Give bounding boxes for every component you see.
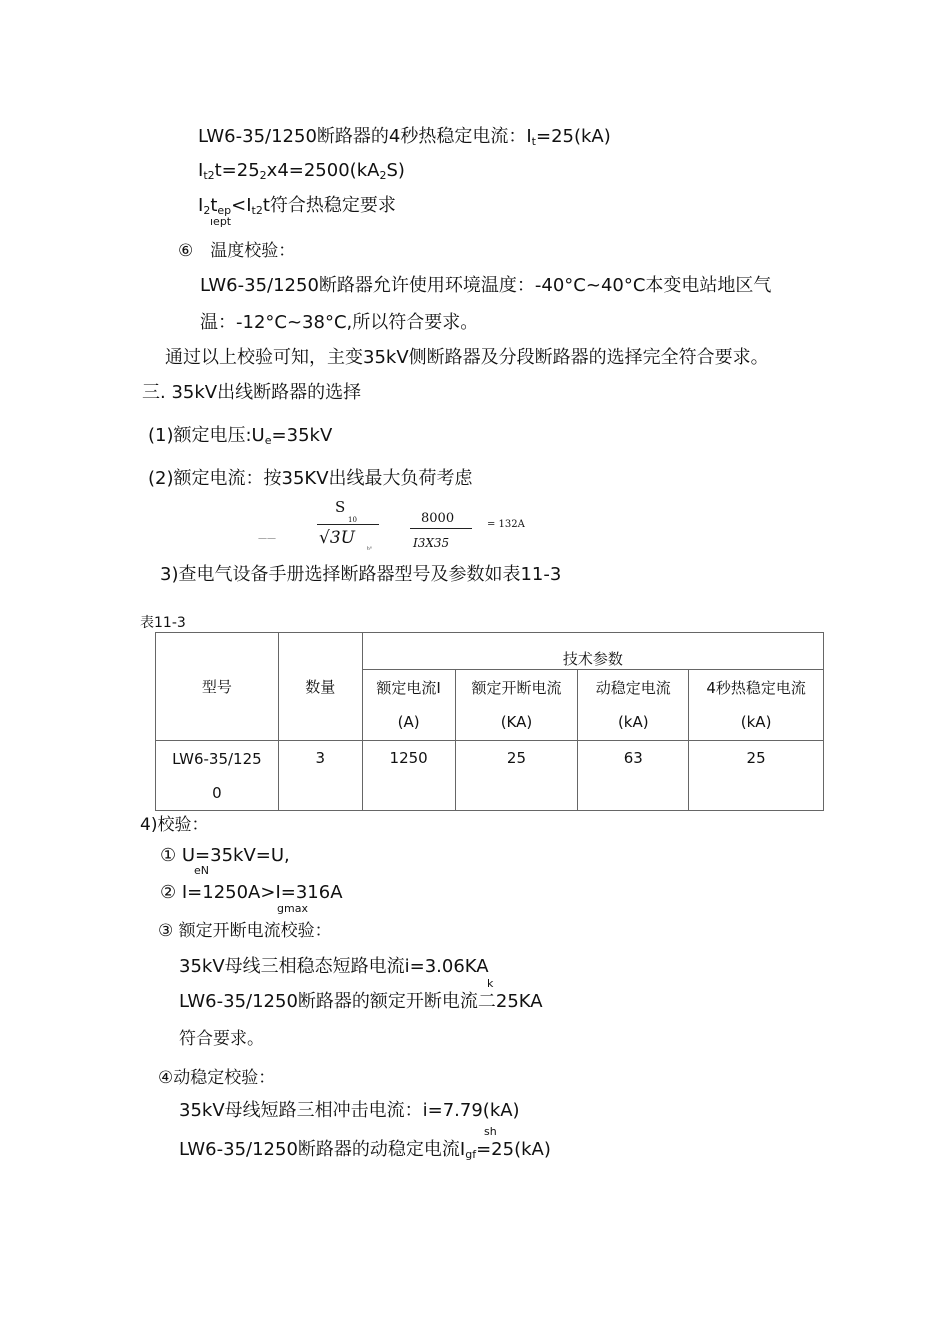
check-current-subscript: gmax <box>277 902 308 915</box>
check-breaking-heading: ③ 额定开断电流校验： <box>158 921 332 941</box>
rated-current-formula <box>255 498 545 552</box>
text: S) <box>386 160 405 181</box>
check-breaking-line2: LW6-35/1250断路器的额定开断电流二25KA <box>179 991 543 1012</box>
table-caption: 表11-3 <box>140 615 186 631</box>
check-breaking-line1: 35kV母线三相稳态短路电流i=3.06KA <box>179 956 489 977</box>
subscript: t2 <box>203 169 215 182</box>
check-breaking-ok: 符合要求。 <box>179 1029 264 1049</box>
unit: (kA) <box>617 713 649 731</box>
text: 0 <box>212 783 222 802</box>
subscript: 2 <box>203 204 211 217</box>
header-rated-current <box>362 670 455 741</box>
check-current: ② I=1250A>I=316A <box>160 882 343 903</box>
cell-quantity: 3 <box>278 741 362 811</box>
subscript: t2 <box>251 204 263 217</box>
check-dynamic-subscript: sh <box>484 1125 497 1138</box>
header-model: 型号 <box>156 633 279 741</box>
cell-dynamic-current: 63 <box>578 741 689 811</box>
text: x4=2500(kA <box>266 160 380 181</box>
check-dynamic-line1: 35kV母线短路三相冲击电流：i=7.79(kA) <box>179 1100 520 1121</box>
text: =25(kA) <box>536 126 611 147</box>
formula-numerator-8000: 8000 <box>421 511 455 526</box>
text: I <box>198 195 204 216</box>
check-breaking-subscript: k <box>487 977 494 990</box>
section-heading: 三. 35kV出线断路器的选择 <box>142 382 362 403</box>
subscript: ep <box>217 204 232 217</box>
formula-small-index: 10 <box>348 516 357 524</box>
conclusion-paragraph: 通过以上校验可知，主变35kV侧断路器及分段断路器的选择完全符合要求。 <box>165 347 769 368</box>
text: <I <box>231 195 252 216</box>
formula-denominator-13x35: I3X35 <box>413 536 450 550</box>
label: 额定电流I <box>376 679 441 697</box>
temperature-line-cont: 温：-12°C~38°C,所以符合要求。 <box>200 312 479 333</box>
subscript: 2 <box>259 169 267 182</box>
check-dynamic-heading: ④动稳定校验： <box>158 1068 276 1088</box>
rated-current-line: (2)额定电流：按35KV出线最大负荷考虑 <box>148 468 473 489</box>
temperature-line: LW6-35/1250断路器允许使用环境温度：-40°C~40°C本变电站地区气 <box>200 275 772 296</box>
subscript: gf <box>465 1148 477 1161</box>
fraction-bar-2 <box>410 528 472 529</box>
temperature-check-heading: ⑥ 温度校验： <box>178 241 296 261</box>
subscript: t <box>531 135 536 148</box>
check-heading: 4)校验： <box>140 815 209 835</box>
header-breaking-current <box>455 670 578 741</box>
cell-breaking-current: 25 <box>455 741 578 811</box>
unit: (A) <box>397 713 420 731</box>
rated-voltage-line <box>148 425 332 452</box>
formula-dash: —— <box>258 534 276 544</box>
subscript: 2 <box>379 169 387 182</box>
unit: (KA) <box>500 713 533 731</box>
cell-rated-current: 1250 <box>362 741 455 811</box>
unit: (kA) <box>740 713 772 731</box>
header-quantity: 数量 <box>278 633 362 741</box>
header-dynamic-current <box>578 670 689 741</box>
formula-result: = 132A <box>487 519 525 530</box>
cell-thermal-current: 25 <box>689 741 824 811</box>
formula-numerator-s: S <box>335 498 346 516</box>
text: (1)额定电压:U <box>148 425 265 446</box>
formula-tick: ʰ' <box>367 546 372 554</box>
fraction-bar <box>317 524 379 525</box>
label: 4秒热稳定电流 <box>706 679 806 697</box>
thermal-current-line <box>198 126 611 153</box>
check-dynamic-line2 <box>179 1139 551 1166</box>
breaker-spec-table <box>155 632 824 811</box>
label: 动稳定电流 <box>595 679 671 697</box>
text: LW6-35/1250断路器的4秒热稳定电流：I <box>198 126 532 147</box>
text: I <box>198 160 204 181</box>
text: t <box>210 195 218 216</box>
header-tech-params: 技术参数 <box>362 633 823 670</box>
subscript: e <box>264 434 272 447</box>
formula-denominator-sqrt: √3U <box>319 528 355 548</box>
label: 额定开断电流 <box>471 679 562 697</box>
check-voltage: ① U=35kV=U, <box>160 845 290 866</box>
text: t=25 <box>214 160 260 181</box>
text: LW6-35/1250断路器的动稳定电流I <box>179 1139 466 1160</box>
text: LW6-35/125 <box>172 749 262 768</box>
header-thermal-current <box>689 670 824 741</box>
text: t符合热稳定要求 <box>262 195 396 216</box>
table-intro-line: 3)查电气设备手册选择断路器型号及参数如表11-3 <box>160 564 562 585</box>
subscript-note: ıept <box>210 215 232 228</box>
thermal-calc-line <box>198 160 405 187</box>
text: =35kV <box>271 425 333 446</box>
text: =25(kA) <box>476 1139 551 1160</box>
cell-model <box>156 741 279 811</box>
check-voltage-subscript: eN <box>194 864 209 877</box>
